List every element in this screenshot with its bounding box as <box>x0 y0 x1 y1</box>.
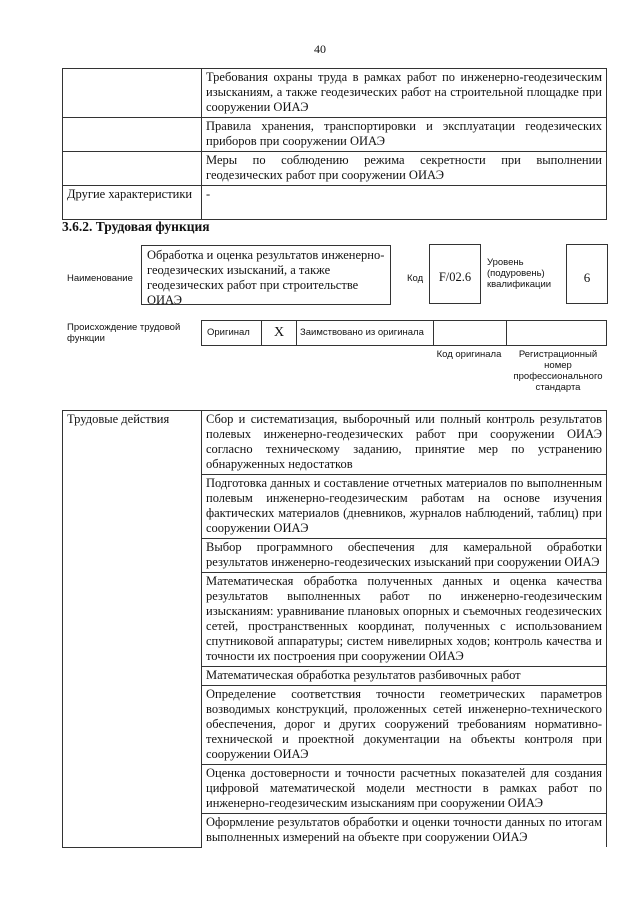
actions-table <box>62 410 607 848</box>
actions-label: Трудовые действия <box>63 411 202 848</box>
row-text: - <box>202 186 607 220</box>
page-number: 40 <box>314 42 326 56</box>
name-label: Наименование <box>67 273 133 284</box>
borrowed-label: Заимствовано из оригинала <box>296 321 434 345</box>
action-item: Определение соответствия точности геометрических параметров возводимых конструкций, проложенных сетей инженерно-технического обеспечения, дорог и других сооружений требованиям нормативно-технической и проектной документации на объекты контроля при сооружении ОИАЭ <box>202 686 607 765</box>
table-row <box>63 152 607 186</box>
level-value-box: 6 <box>566 244 608 304</box>
code-original-cell <box>434 321 507 345</box>
table-row <box>63 186 607 220</box>
table-row <box>63 69 607 118</box>
reg-number-caption: Регистрационный номер профессионального стандарта <box>513 349 603 393</box>
action-item: Сбор и систематизация, выборочный или полный контроль результатов полевых инженерно-геодезических работ при сооружении ОИАЭ согласно техническому заданию, принятие мер по устранению обнаруженных недостатков <box>202 411 607 475</box>
origin-row <box>201 320 607 346</box>
action-item: Подготовка данных и составление отчетных материалов по выполненным полевым инженерно-геодезическим работам на основе изучения фактических материалов (дневников, журналов наблюдений, таблиц) при сооружении ОИАЭ <box>202 475 607 539</box>
table-row <box>63 118 607 152</box>
action-item: Оценка достоверности и точности расчетных показателей для создания цифровой математической модели местности в рамках работ по инженерно-геодезическим изысканиям при сооружении ОИАЭ <box>202 765 607 814</box>
row-label <box>63 69 202 118</box>
row-text: Меры по соблюдению режима секретности при выполнении геодезических работ при сооружении ОИАЭ <box>202 152 607 186</box>
code-original-caption: Код оригинала <box>436 349 502 360</box>
action-item: Выбор программного обеспечения для камеральной обработки результатов инженерно-геодезических изысканий при сооружении ОИАЭ <box>202 539 607 573</box>
function-name-box: Обработка и оценка результатов инженерно-геодезических изысканий, а также геодезических работ при строительстве ОИАЭ <box>141 245 391 305</box>
row-label: Другие характеристики <box>63 186 202 220</box>
section-title: 3.6.2. Трудовая функция <box>62 219 210 234</box>
row-label <box>63 152 202 186</box>
action-item: Математическая обработка результатов разбивочных работ <box>202 667 607 686</box>
row-text: Требования охраны труда в рамках работ по инженерно-геодезическим изысканиям, а также геодезических работ на строительной площадке при сооружении ОИАЭ <box>202 69 607 118</box>
origin-label: Происхождение трудовой функции <box>67 322 181 344</box>
original-mark: X <box>262 321 297 345</box>
original-label: Оригинал <box>202 321 262 345</box>
table-row <box>63 411 607 475</box>
action-item: Оформление результатов обработки и оценки точности данных по итогам выполненных измерений на объекте при сооружении ОИАЭ <box>202 814 607 848</box>
action-item: Математическая обработка полученных данных и оценка качества результатов выполненных работ по инженерно-геодезическим изысканиям: уравнивание плановых опорных и съемочных геодезических сетей, пространственных координат, полученных с использованием спутниковой аппаратуры; систем нивелирных ходов; контроль качества и точности их построения при сооружении ОИАЭ <box>202 573 607 667</box>
top-table <box>62 68 607 220</box>
row-text: Правила хранения, транспортировки и эксплуатации геодезических приборов при сооружении ОИАЭ <box>202 118 607 152</box>
row-label <box>63 118 202 152</box>
reg-number-cell <box>506 321 606 345</box>
level-label: Уровень (подуровень) квалификации <box>487 257 552 290</box>
code-label: Код <box>407 273 424 284</box>
code-value-box: F/02.6 <box>429 244 481 304</box>
